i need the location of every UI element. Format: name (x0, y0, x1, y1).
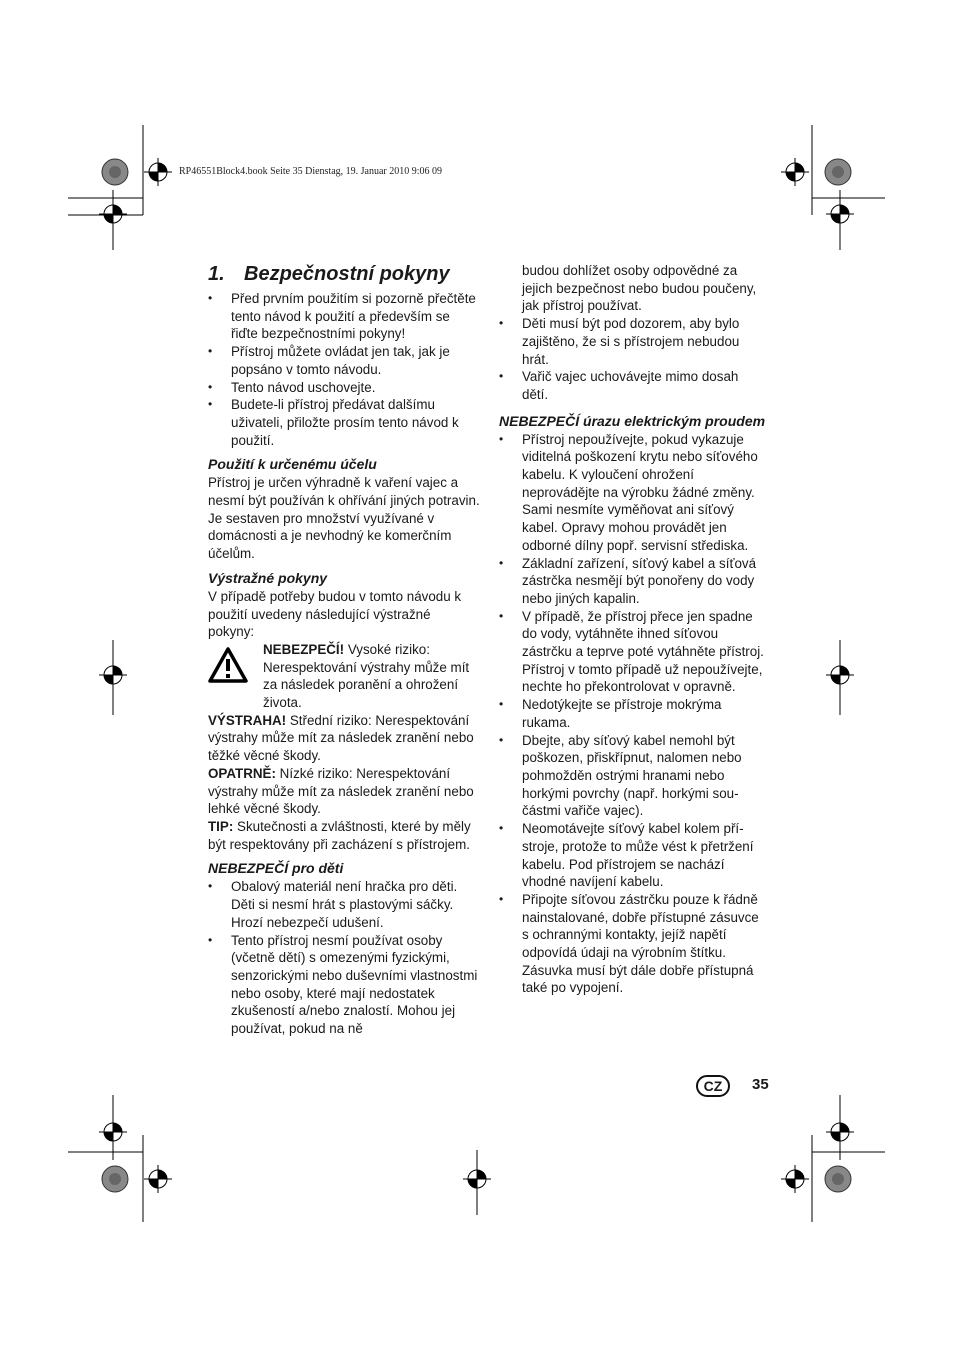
caution-label: OPATRNĚ: (208, 765, 276, 781)
warnings-heading: Výstražné pokyny (208, 569, 328, 586)
danger-label: NEBEZPEČÍ! (263, 641, 345, 657)
list-item: • Před prvním použitím si pozorně přečtěte tento návod k použití a především se řiďte bezpečnostními pokyny! (208, 290, 480, 343)
section-title: Bezpečnostní pokyny (244, 263, 450, 285)
page-title (208, 262, 480, 286)
intended-use-text: Přístroj je určen výhradně k vaření vajec a nesmí být používán k ohřívání jiných potravin. Je sestaven pro množství využívané v domácnosti a je nevhodný ke komerčním účelům. (208, 475, 480, 562)
print-header: RP46551Block4.book Seite 35 Dienstag, 19. Januar 2010 9:06 09 (179, 166, 443, 177)
warning-label: VÝSTRAHA! (208, 712, 287, 728)
list-item: • Vařič vajec uchovávejte mimo dosah dětí. (499, 368, 767, 403)
danger-block (208, 641, 480, 712)
list-item: • Dbejte, aby síťový kabel nemohl být poškozen, přiskřípnut, nalomen nebo pohmožděn ostrými hranami nebo horkými povrchy (např. horkými součástmi vařiče vajec). (499, 732, 767, 821)
children-bullet-list (208, 878, 480, 1037)
warning-triangle-icon (208, 647, 248, 683)
warnings-intro: V případě potřeby budou v tomto návodu k použití uvedeny následující výstražné pokyny: (208, 588, 462, 640)
list-item: • Základní zařízení, síťový kabel a síťová zástrčka nesmějí být ponořeny do vody nebo jiných kapalin. (499, 555, 767, 608)
intended-use-heading: Použití k určenému účelu (208, 456, 377, 473)
page-number: 35 (752, 1076, 769, 1093)
list-item: • Přístroj můžete ovládat jen tak, jak je popsáno v tomto návodu. (208, 343, 480, 378)
list-item: • Neomotávejte síťový kabel kolem přístroje, protože to může vést k přetržení kabelu. Pod přístrojem se nachází vhodné navíjení kabelu. (499, 820, 767, 891)
intro-bullet-list (208, 290, 480, 449)
left-column (208, 262, 480, 1038)
list-item: • Tento návod uschovejte. (208, 379, 480, 397)
section-number: 1. (208, 263, 225, 285)
tip-text: Skutečnosti a zvláštnosti, které by měly být respektovány při zacházení s přístrojem. (208, 818, 471, 852)
electric-heading: NEBEZPEČÍ úrazu elektrickým proudem (499, 412, 766, 429)
list-item: • Děti musí být pod dozorem, aby bylo zajištěno, že si s přístrojem nebudou hrát. (499, 315, 767, 368)
tip-label: TIP: (208, 818, 234, 834)
list-item: • Přístroj nepoužívejte, pokud vykazuje viditelná poškození krytu nebo síťového kabelu. K vyloučení ohrožení neprovádějte na výrobku žádné změny. Sami nesmíte vyměňovat ani síťový kabel. Opravy mohou provádět jen odborné dílny popř. servisní střediska. (499, 431, 767, 555)
country-badge: CZ (696, 1075, 730, 1097)
list-item: • V případě, že přístroj přece jen spadne do vody, vytáhněte ihned síťovou zástrčku a teprve poté vytáhněte přístroj. Přístroj v tomto případě už nepoužívejte, nechte ho překontrolovat v opravně. (499, 608, 767, 697)
danger-text: Vysoké riziko: Nerespektování výstrahy může mít za následek poranění a ohrožení života. (263, 641, 470, 711)
list-item: • Tento přístroj nesmí používat osoby (včetně dětí) s omezenými fyzickými, senzorickými nebo duševními vlastnostmi nebo osoby, které mají nedostatek zkušeností a/nebo znalostí. Mohou jej používat, pokud na ně (208, 932, 480, 1038)
children-bullet-list-continued (499, 315, 767, 404)
caution-paragraph (208, 765, 480, 818)
list-item: • Připojte síťovou zástrčku pouze k řádně nainstalované, dobře přístupné zásuvce s ochrannými kontakty, jejíž napětí odpovídá údaji na výrobním štítku. Zásuvka musí být dále dobře přístupná také po vypojení. (499, 891, 767, 997)
list-item: • Obalový materiál není hračka pro děti. Děti si nesmí hrát s plastovými sáčky. Hrozí nebezpečí udušení. (208, 878, 480, 931)
list-item: • Budete-li přístroj předávat dalšímu uživateli, přiložte prosím tento návod k použití. (208, 396, 480, 449)
tip-paragraph (208, 818, 480, 853)
right-column (499, 262, 767, 997)
list-item: • Nedotýkejte se přístroje mokrýma rukama. (499, 696, 767, 731)
electric-bullet-list (499, 431, 767, 998)
continuation-text: budou dohlížet osoby odpovědné za jejich bezpečnost nebo budou poučeny, jak přístroj používat. (522, 263, 757, 314)
warning-paragraph (208, 712, 480, 765)
warning-text: Střední riziko: Nerespektování výstrahy může mít za následek zranění nebo těžké věcné škody. (208, 712, 474, 764)
caution-text: Nízké riziko: Nerespektování výstrahy může mít za následek zranění nebo lehké věcné škody. (208, 765, 474, 817)
children-heading: NEBEZPEČÍ pro děti (208, 860, 344, 877)
